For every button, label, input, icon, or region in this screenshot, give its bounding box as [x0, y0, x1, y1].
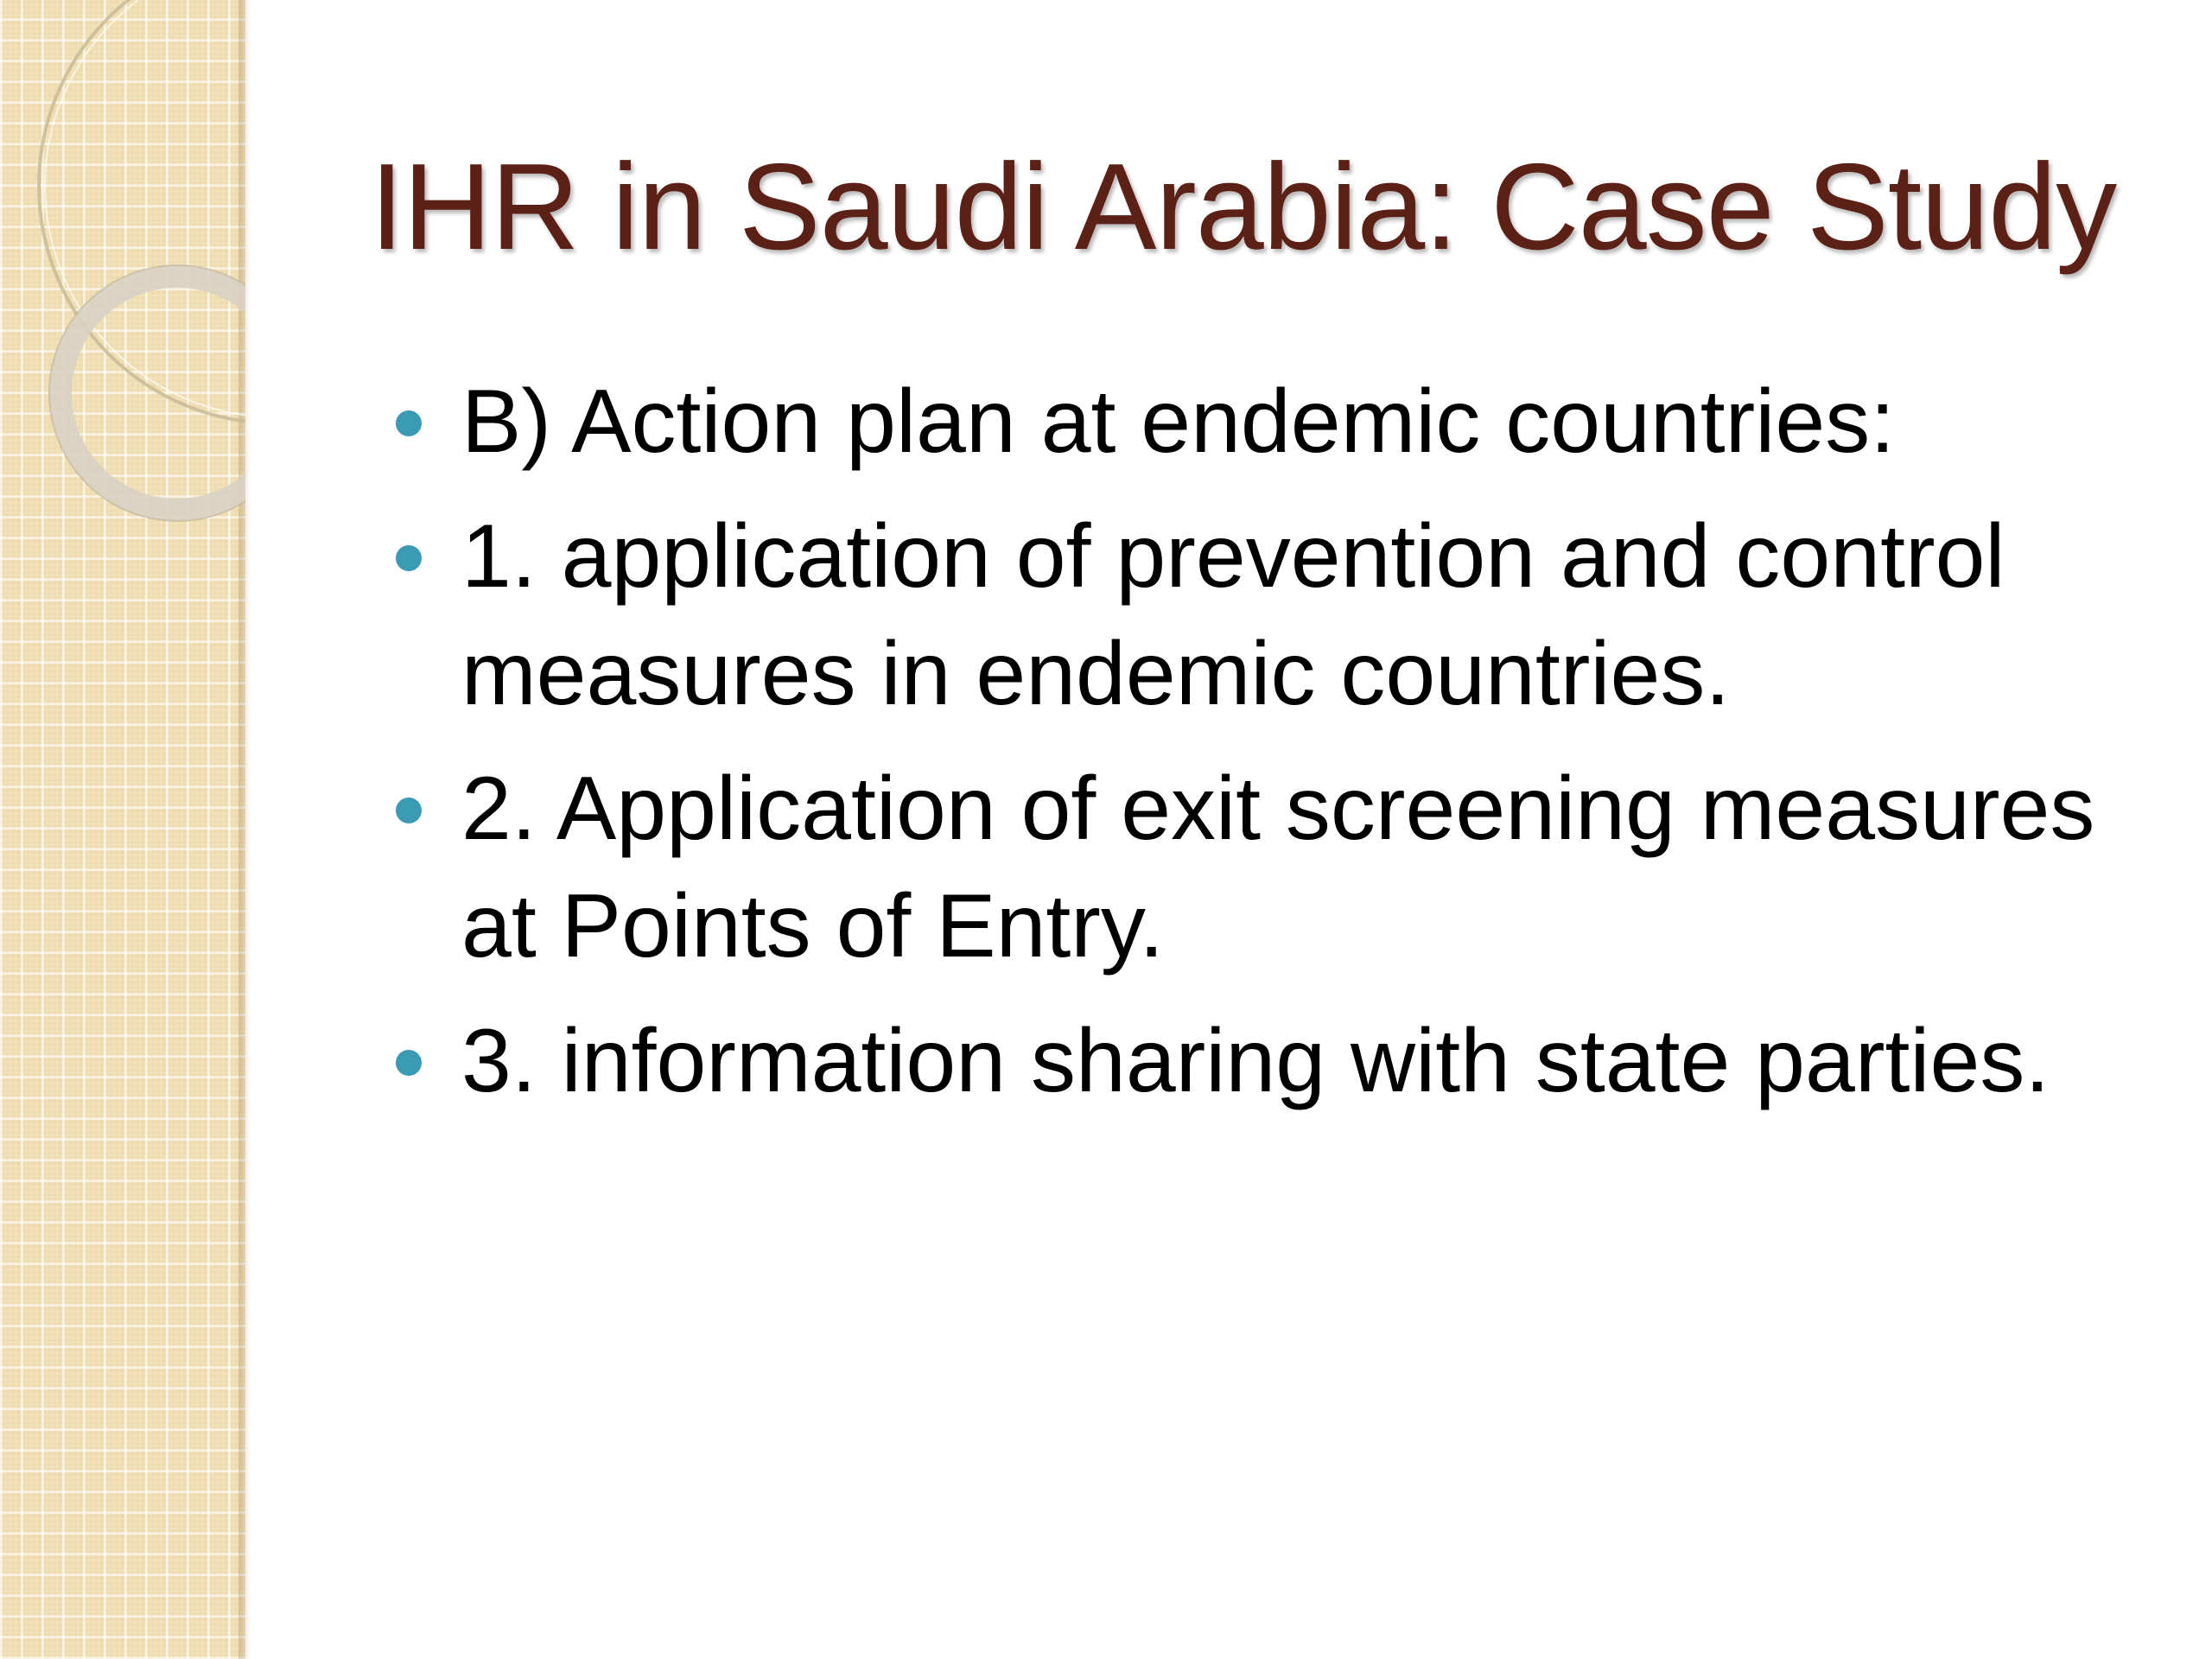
- bullet-item: [385, 363, 2183, 480]
- bullet-item: [385, 1002, 2183, 1120]
- bullet-dot-icon: [396, 545, 422, 571]
- bullet-text: 1. application of prevention and control measures in endemic countries.: [461, 506, 2005, 724]
- bullet-item: [385, 750, 2183, 985]
- bullet-text: 2. Application of exit screening measures at Points of Entry.: [461, 759, 2095, 976]
- bullet-item: [385, 498, 2183, 733]
- bullet-dot-icon: [396, 1050, 422, 1076]
- decorative-rings: [0, 0, 245, 553]
- bullet-list: [385, 363, 2183, 1137]
- small-ring: [60, 276, 245, 510]
- bullet-dot-icon: [396, 410, 422, 436]
- bullet-text: 3. information sharing with state parties.: [461, 1011, 2050, 1111]
- bullet-dot-icon: [396, 798, 422, 823]
- slide-title: IHR in Saudi Arabia: Case Study: [370, 138, 2117, 276]
- bullet-text: B) Action plan at endemic countries:: [461, 372, 1896, 472]
